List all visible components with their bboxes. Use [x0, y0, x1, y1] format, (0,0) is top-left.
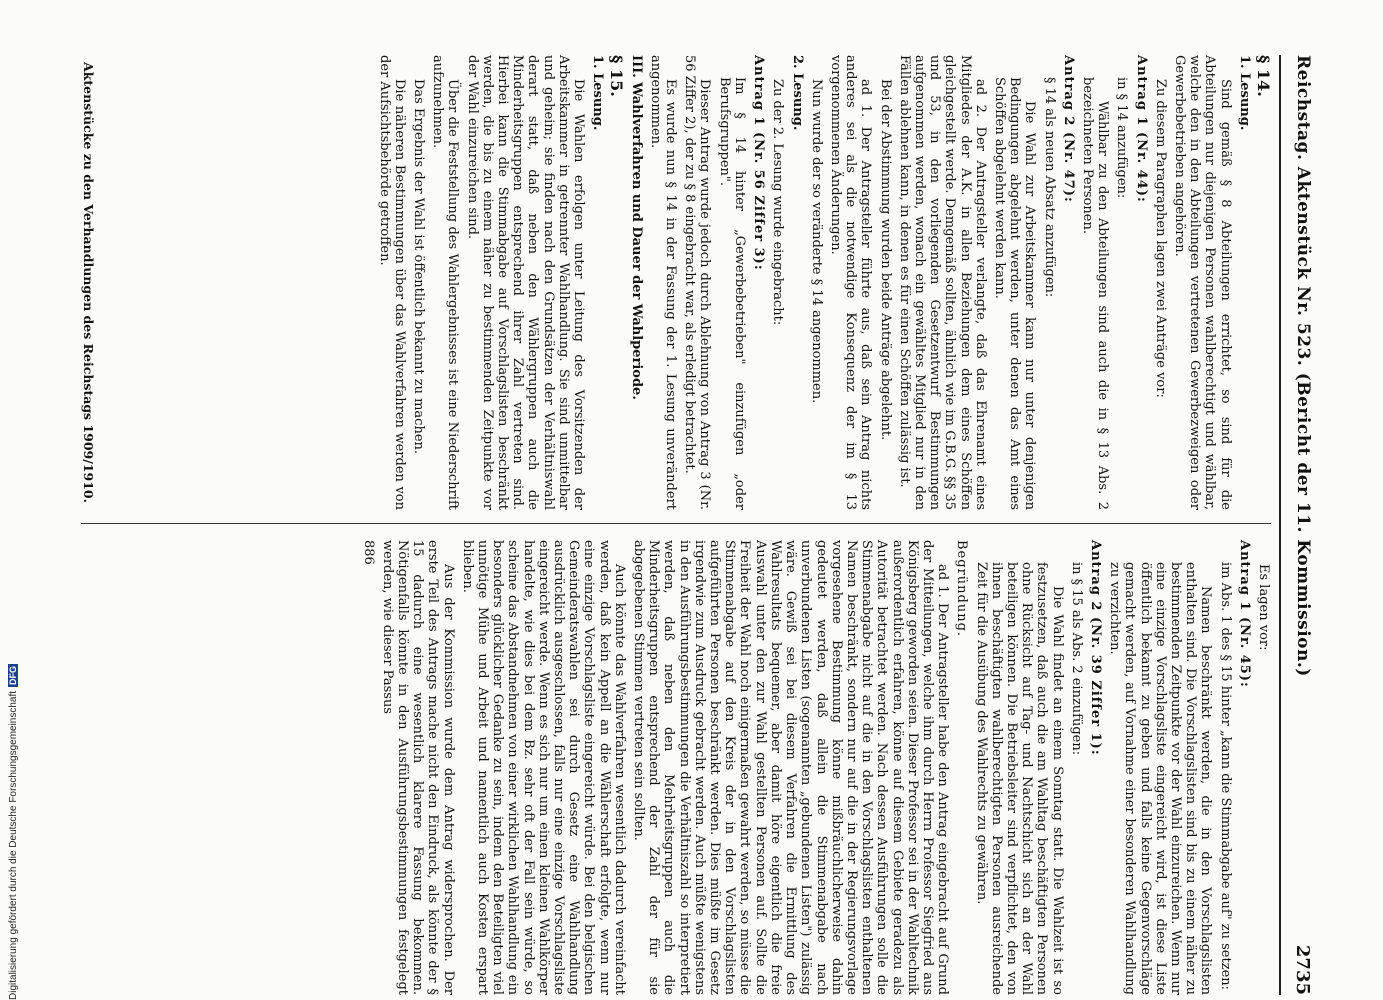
- page-number: 2735: [1292, 944, 1314, 995]
- paragraph: Die Wahlen erfolgen unter Leitung des Vorsitzenden der Arbeitskammer in getrennter Wahlhandlung. Sie sind unmittelbar und geheim; sie finden nach den Grundsätzen der Verhältniswahl derart statt, daß neben den Wählergruppen auch die Minderheitsgruppen entsprechend ihrer Zahl vertreten sind. Hierbei kann die Stimmabgabe auf Vorschlagslisten beschränkt werden, die bis zu einem näher zu bestimmenden Zeitpunkte vor der Wahl einzureichen sind.: [464, 55, 587, 510]
- section-heading: § 14.: [1254, 55, 1273, 97]
- antrag-heading: Antrag 1 (Nr. 44):: [1133, 55, 1149, 203]
- paragraph: Aus der Kommission wurde dem Antrag widersprochen. Der erste Teil des Antrags mache nicht den Eindruck, als könnte der § 15 dadurch eine wesentlich klarere Fassung bekommen. Nötigenfalls könnte in den Ausführungsbestimmungen festgelegt werden, wie dieser Passus: [379, 540, 456, 995]
- paragraph: Sind gemäß § 8 Abteilungen errichtet, so sind für die Abteilungen nur diejenigen Personen wahlberechtigt und wählbar, welche den in den Abteilungen vertretenen Gewerbezweigen oder Gewerbebetrieben angehören.: [1171, 55, 1233, 510]
- paragraph: Die näheren Bestimmungen über das Wahlverfahren werden von der Aufsichtsbehörde getroffen.: [376, 55, 407, 510]
- lesung-heading: 1. Lesung.: [1236, 55, 1252, 131]
- right-column: [81, 540, 1271, 995]
- chapter-heading: III. Wahlverfahren und Dauer der Wahlperiode.: [628, 55, 644, 400]
- antrag-heading: Antrag 1 (Nr. 56 Ziffer 3):: [751, 55, 767, 271]
- paragraph: in § 15 als Abs. 2 einzufügen:: [1068, 562, 1084, 756]
- digitization-note: [8, 664, 19, 1000]
- lesung-heading: 2. Lesung.: [789, 55, 805, 131]
- paragraph: § 14 als neuen Absatz anzufügen:: [1041, 77, 1057, 298]
- page-header-title: Reichstag. Aktenstück Nr. 523. (Bericht der 11. Kommission.): [1293, 55, 1313, 677]
- antrag-heading: Antrag 2 (Nr. 47):: [1060, 55, 1076, 203]
- quote: Die Wahl findet an einem Sonntag statt. Die Wahlzeit ist so festzusetzen, daß auch die am Wahltag beschäftigten Personen ohne Rücksicht auf Tag- und Nachtschicht sich an der Wahl beteiligen können. Die Betriebsleiter sind verpflichtet, den von ihnen beschäftigten wahlberechtigten Personen ausreichende Zeit für die Ausübung des Wahlrechts zu gewähren.: [973, 562, 1065, 995]
- paragraph: Bei der Abstimmung wurden beide Anträge abgelehnt.: [877, 79, 893, 441]
- paragraph: Es lagen vor:: [1256, 564, 1271, 651]
- bottom-page-number: 886: [360, 540, 376, 565]
- section-heading: § 15.: [607, 55, 627, 97]
- paragraph: ad 1. Der Antragsteller habe den Antrag eingebracht auf Grund der Mitteilungen, welche ihm durch Herrn Professor Siegfried aus Königsberg geworden seien. Dieser Professor sei in der Wahltechnik außerordentlich erfahren, könne auf diesem Gebiete geradezu als Autorität betrachtet werden. Nach dessen Ausführungen solle die Stimmenabgabe nicht auf die in den Vorschlagslisten enthaltenen Namen beschränkt, sondern nur auf die in der Regierungsvorlage vorgesehene Bestimmung könne mißbräuchlicherweise dahin gedeutet werden, daß allein die Stimmenabgabe nach unverbundenen Listen (sogenannten „gebundenen Listen") zulässig wäre. Gewiß sei bei diesem Verfahren die Ermittlung des Wahlresultats bequemer, aber damit höre eigentlich die freie Auswahl unter den zur Wahl gestellten Personen auf. Sollte die Freiheit der Wahl noch einigermaßen gewahrt werden, so müsse die Stimmenabgabe auf den Kreis der in den Vorschlagslisten aufgeführten Personen beschränkt werden. Dies müßte im Gesetz irgendwie zum Ausdruck gebracht werden. Auch müßte wenigstens in den Ausführungsbestimmungen die Verhältniszahl so interpretiert werden, daß neben den Mehrheitsgruppen auch die Minderheitsgruppen entsprechend der Zahl der für sie abgegebenen Stimmen vertreten sein sollten.: [631, 540, 951, 995]
- antrag-heading: Antrag 2 (Nr. 39 Ziffer 1):: [1087, 540, 1103, 756]
- column-divider: [81, 523, 1271, 524]
- page-header: [1279, 55, 1325, 995]
- paragraph: Das Ergebnis der Wahl ist öffentlich bekannt zu machen.: [411, 79, 427, 455]
- quote: Die Wahl zur Arbeitskammer kann nur unter denjenigen Bedingungen abgelehnt werden, unter denen das Amt eines Schöffen abgelehnt werden kann.: [991, 77, 1038, 510]
- paragraph: im Abs. 1 des § 15 hinter „kann die Stimmabgabe auf" zu setzen:: [1217, 562, 1233, 991]
- quote: Wählbar zu den Abteilungen sind auch die in § 13 Abs. 2 bezeichneten Personen.: [1079, 77, 1111, 510]
- paragraph: Zu der 2. Lesung wurde eingebracht:: [770, 79, 786, 326]
- paragraph: Dieser Antrag wurde jedoch durch Ablehnung von Antrag 3 (Nr. 56 Ziffer 2), der zu § 8 eingebracht war, als erledigt betrachtet.: [682, 55, 713, 510]
- paragraph: in § 14 anzufügen:: [1114, 77, 1130, 199]
- lesung-heading: 1. Lesung.: [590, 55, 606, 131]
- antrag-heading: Antrag 1 (Nr. 45):: [1236, 540, 1252, 688]
- dfg-logo-icon: DFG: [8, 665, 18, 685]
- left-column: [81, 55, 1271, 510]
- paragraph: Auch könnte das Wahlverfahren wesentlich dadurch vereinfacht werden, daß kein Appell an die Wählerschaft erfolgte, wenn nur eine einzige Vorschlagsliste eingereicht würde. Bei den belgischen Gemeinderatswahlen sei durch Gesetz eine Wahlhandlung ausdrücklich ausgeschlossen, falls nur eine einzige Vorschlagsliste eingereicht werde. Wenn es sich nur um einen kleinen Wahlkörper handelte, wie dies bei dem Bz. sehr oft der Fall sein würde, so scheine das Abstandnehmen von einer wirklichen Wahlhandlung ein besonders glücklicher Gedanke zu sein, indem den Beteiligten viel unnötige Mühe und Arbeit und namentlich auch Kosten erspart blieben.: [459, 540, 627, 995]
- begruendung-heading: Begründung.: [954, 540, 970, 638]
- paragraph: Nun wurde der so veränderte § 14 angenommen.: [808, 79, 824, 404]
- quote: Namen beschränkt werden, die in den Vorschlagslisten enthalten sind. Die Vorschlagslisten sind bis zu einem näher zu bestimmenden Zeitpunkte vor der Wahl einzureichen. Wenn nur eine einzige Vorschlagsliste eingereicht wird, ist diese Liste öffentlich bekannt zu geben und falls keine Gegenvorschläge gemacht werden, auf Vornahme einer besonderen Wahlhandlung zu verzichten.: [1107, 562, 1214, 995]
- paragraph: Über die Feststellung des Wahlergebnisses ist eine Niederschrift aufzunehmen.: [430, 55, 461, 510]
- paragraph: Es wurde nun § 14 in der Fassung der 1. Lesung unverändert angenommen.: [647, 55, 679, 510]
- paragraph: Zu diesem Paragraphen lagen zwei Anträge vor:: [1152, 79, 1168, 398]
- paragraph: ad 2. Der Antragsteller verlangte, daß das Ehrenamt eines Mitgliedes der A.K. in allen Beziehungen dem eines Schöffen gleichgestellt werde. Demgemäß sollten, ähnlich wie im G.B.G. §§ 35 und 53, in den vorliegenden Gesetzentwurf Bestimmungen aufgenommen werden, wonach ein gewähltes Mitglied nur in den Fällen ablehnen kann, in denen es für einen Schöffen zulässig ist.: [896, 55, 988, 510]
- paragraph: Im § 14 hinter „Gewerbebetrieben" einzufügen „oder Berufsgruppen".: [716, 77, 747, 510]
- page-footer: Aktenstücke zu den Verhandlungen des Reichstags 1909/1910.: [81, 62, 97, 503]
- paragraph: ad 1. Der Antragsteller führte aus, daß sein Antrag nichts anderes sei als die notwendige Konsequenz der im § 13 vorgenommenen Änderungen.: [827, 55, 874, 510]
- digitization-note-text: Digitalisierung gefördert durch die Deutsche Forschungsgemeinschaft: [8, 690, 19, 1000]
- rotated-document: [65, 55, 1325, 995]
